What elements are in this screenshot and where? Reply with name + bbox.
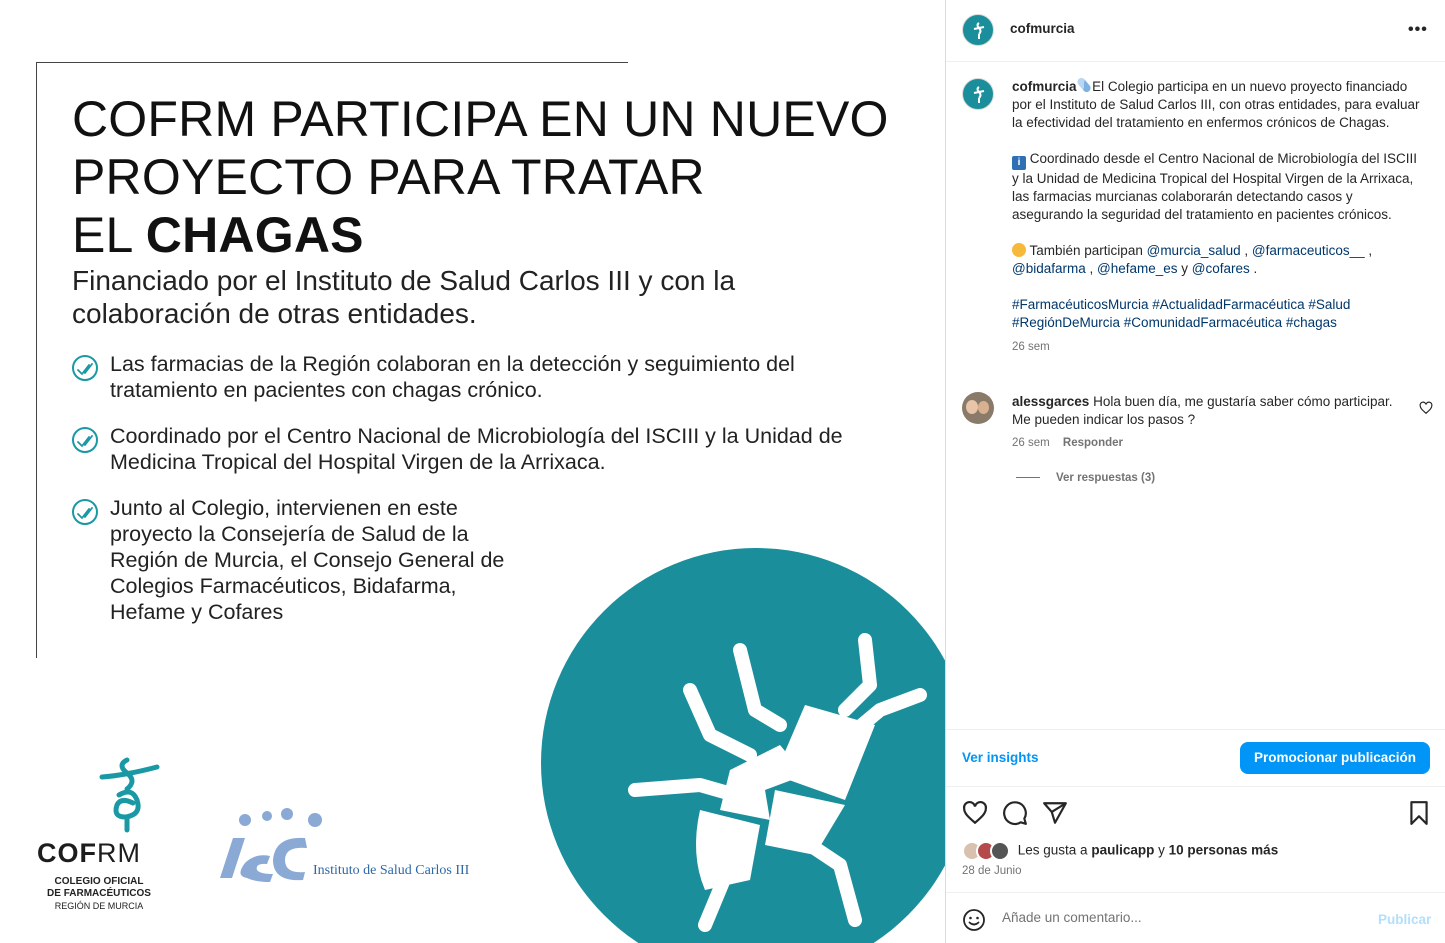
mention-link[interactable]: @bidafarma <box>1012 261 1086 276</box>
post-actions <box>946 798 1445 828</box>
headline-bold-word: CHAGAS <box>145 207 364 263</box>
bullet-text: Las farmacias de la Región colaboran en la detección y seguimiento del tratamiento en pacientes con chagas crónico. <box>110 352 795 402</box>
cofrm-emblem-icon <box>66 755 198 835</box>
reply-button[interactable]: Responder <box>1062 437 1123 449</box>
view-replies-button[interactable]: Ver respuestas (3) <box>1016 472 1155 484</box>
heart-outline-icon[interactable] <box>1419 401 1433 415</box>
comment-username[interactable]: alessgarces <box>1012 394 1090 409</box>
caption-username[interactable]: cofmurcia <box>1012 79 1077 94</box>
liker-avatars[interactable] <box>962 841 1014 861</box>
bookmark-icon[interactable] <box>1406 800 1432 826</box>
info-emoji-icon: i <box>1012 156 1026 170</box>
comment-avatar[interactable] <box>962 392 994 424</box>
post-caption: cofmurcia El Colegio participa en un nuevo proyecto financiado por el Instituto de Salud Carlos III, con otras entidades, para evaluar la efectividad del tratamiento en enfermos crónicos de Chagas. i Coordinado desde el Centro Nacional de Microbiología del ISCIII y la Unidad de Medicina Tropical del Hospital Virgen de la Arrixaca, las farmacias murcianas colaborarán detectando casos y asegurando la seguridad del tratamiento en pacientes crónicos. También participan @murcia_salud , @farmaceuticos__ , @bidafarma , @hefame_es y @cofares . #FarmacéuticosMurcia #ActualidadFarmacéutica #Salud #RegiónDeMurcia #ComunidadFarmacéutica #chagas 26 sem <box>1012 77 1422 356</box>
liker-username[interactable]: paulicapp <box>1091 842 1155 858</box>
cofrm-logo-text: COFRM <box>37 838 141 868</box>
bullet-text: Junto al Colegio, intervienen en este proyecto la Consejería de Salud de la Región de Murcia, el Consejo General de Colegios Farmacéuticos, Bidafarma, Hefame y Cofares <box>110 496 505 624</box>
emoji-smile-icon[interactable] <box>962 908 986 932</box>
mention-link[interactable]: @cofares <box>1191 261 1250 276</box>
check-circle-icon <box>72 499 98 525</box>
isciii-logo-text: Instituto de Salud Carlos III <box>313 863 470 878</box>
caption-paragraph-1: El Colegio participa en un nuevo proyecto financiado por el Instituto de Salud Carlos III, con otras entidades, para evaluar la efectividad del tratamiento en enfermos crónicos de Chagas. <box>1012 79 1420 130</box>
likes-summary: Les gusta a paulicapp y 10 personas más <box>962 841 1278 863</box>
share-send-icon[interactable] <box>1042 800 1068 826</box>
chagas-bug-icon <box>600 615 945 943</box>
cofrm-emblem-icon <box>971 85 987 105</box>
profile-avatar[interactable] <box>962 14 994 46</box>
pill-emoji-icon <box>1076 76 1092 93</box>
headline-line-3: EL CHAGAS <box>72 207 364 263</box>
caption-timestamp[interactable]: 26 sem <box>1012 341 1050 353</box>
comment-timestamp: 26 sem <box>1012 437 1050 449</box>
cofrm-logo-subtitle: COLEGIO OFICIAL DE FARMACÉUTICOS REGIÓN DE MURCIA <box>47 876 151 911</box>
hashtags-line-1[interactable]: #FarmacéuticosMurcia #ActualidadFarmacéutica #Salud <box>1012 297 1351 312</box>
headline-line-2: PROYECTO PARA TRATAR <box>72 149 705 205</box>
ellipsis-icon[interactable]: ••• <box>1408 21 1428 38</box>
promote-post-button[interactable]: Promocionar publicación <box>1240 742 1430 774</box>
check-circle-icon <box>72 427 98 453</box>
caption-avatar[interactable] <box>962 78 994 110</box>
mention-link[interactable]: @hefame_es <box>1097 261 1178 276</box>
mention-link[interactable]: @murcia_salud <box>1146 243 1241 258</box>
post-subtitle: Financiado por el Instituto de Salud Carlos III y con la colaboración de otras entidades. <box>72 265 736 329</box>
caption-also-prefix: También participan <box>1029 243 1143 258</box>
comment-bubble-icon[interactable] <box>1002 800 1028 826</box>
comment-input[interactable] <box>1002 910 1362 925</box>
comment-text: alessgarces Hola buen día, me gustaría saber cómo participar. Me pueden indicar los pasos ? <box>1012 394 1393 427</box>
view-insights-link[interactable]: Ver insights <box>962 750 1039 765</box>
frame-line-top <box>37 62 628 63</box>
cofrm-emblem-icon <box>971 21 987 41</box>
frame-line-left <box>36 62 37 658</box>
handshake-emoji-icon <box>1012 243 1026 257</box>
publish-button[interactable]: Publicar <box>1378 912 1432 927</box>
post-headline <box>72 90 932 264</box>
like-heart-icon[interactable] <box>962 800 988 826</box>
header-username[interactable]: cofmurcia <box>1010 21 1075 36</box>
comment-meta <box>1012 437 1123 449</box>
bullet-text: Coordinado por el Centro Nacional de Microbiología del ISCIII y la Unidad de Medicina Tropical del Hospital Virgen de la Arrixaca. <box>110 424 843 474</box>
hashtags-line-2[interactable]: #RegiónDeMurcia #ComunidadFarmacéutica #chagas <box>1012 315 1337 330</box>
post-date: 28 de Junio <box>962 865 1022 877</box>
post-header <box>946 0 1445 62</box>
caption-paragraph-2: Coordinado desde el Centro Nacional de Microbiología del ISCIII y la Unidad de Medicina Tropical del Hospital Virgen de la Arrixaca, las farmacias murcianas colaborarán detectando casos y asegurando la seguridad del tratamiento en pacientes crónicos. <box>1012 151 1417 222</box>
insights-bar <box>946 729 1445 787</box>
check-circle-icon <box>72 355 98 381</box>
other-likers-link[interactable]: 10 personas más <box>1168 842 1279 858</box>
mention-link[interactable]: @farmaceuticos__ <box>1251 243 1365 258</box>
add-comment-bar <box>946 892 1445 943</box>
headline-line-1: COFRM PARTICIPA EN UN NUEVO <box>72 91 889 147</box>
post-side-panel <box>945 0 1445 943</box>
